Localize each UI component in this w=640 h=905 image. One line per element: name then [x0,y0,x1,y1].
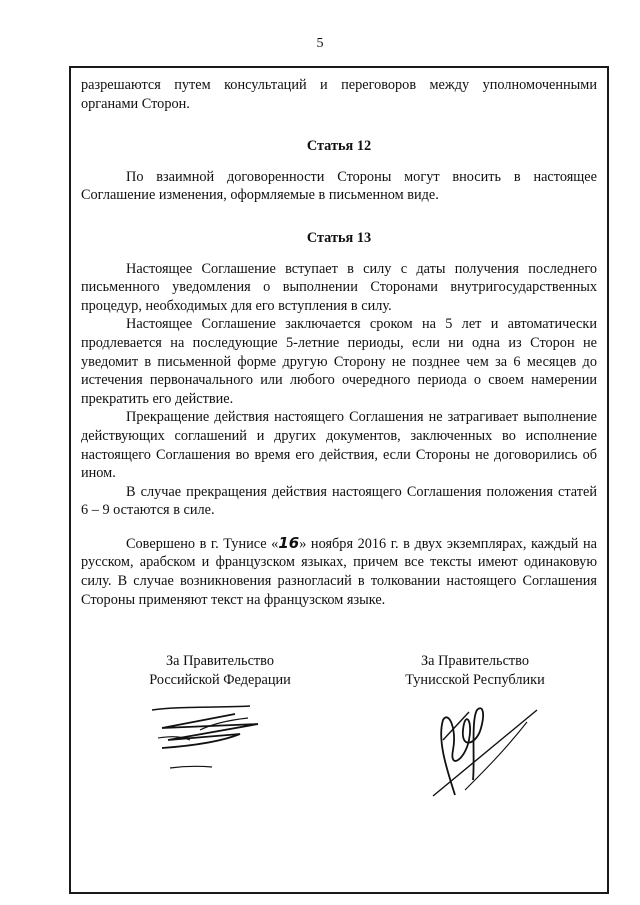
done-prefix: Совершено в г. Тунисе « [126,535,279,552]
article-13-paragraph-1: Настоящее Соглашение вступает в силу с даты получения последнего письменного уведомления о выполнении Сторонами внутригосударственных процедур, необходимых для его вступления в силу. [81,260,597,314]
signature-block-tunisia [375,652,575,689]
done-suffix: » ноября 2016 г. в двух экземплярах, каждый на русском, арабском и французском языках, причем все тексты имеют одинаковую силу. В случае возникновения разногласий в толковании настоящего Соглашения Стороны применяют текст на французском языке. [81,535,598,608]
document-body [81,76,597,609]
page-number: 5 [316,36,324,51]
signature-russia [140,700,280,780]
signature-tunisia [425,700,545,800]
done-paragraph [81,534,597,609]
signature-label-line2: Российской Федерации [149,671,291,688]
signature-label-line2: Тунисской Республики [405,671,545,688]
signature-label-line1: За Правительство [166,653,274,669]
handwritten-day: 16 [278,533,300,552]
article-13-paragraph-4: В случае прекращения действия настоящего Соглашения положения статей 6 – 9 остаются в силе. [81,483,597,519]
article-13-heading: Статья 13 [306,229,372,246]
signature-block-russia [120,652,320,689]
article-12-heading: Статья 12 [306,138,372,155]
paragraph-intro: разрешаются путем консультаций и переговоров между уполномоченными органами Сторон. [81,77,597,112]
signature-label-line1: За Правительство [421,653,529,669]
article-13-paragraph-3: Прекращение действия настоящего Соглашения не затрагивает выполнение действующих соглашений и других документов, заключенных во исполнение настоящего Соглашения во время его действия, если Стороны не договорились об ином. [81,409,597,482]
article-12-paragraph: По взаимной договоренности Стороны могут вносить в настоящее Соглашение изменения, оформляемые в письменном виде. [81,168,597,204]
article-13-paragraph-2: Настоящее Соглашение заключается сроком на 5 лет и автоматически продлевается на последующие 5-летние периоды, если ни одна из Сторон не уведомит в письменной форме другую Сторону не позднее чем за 6 месяцев до истечения первоначального или любого очередного периода о своем намерении прекратить его действие. [81,316,597,407]
